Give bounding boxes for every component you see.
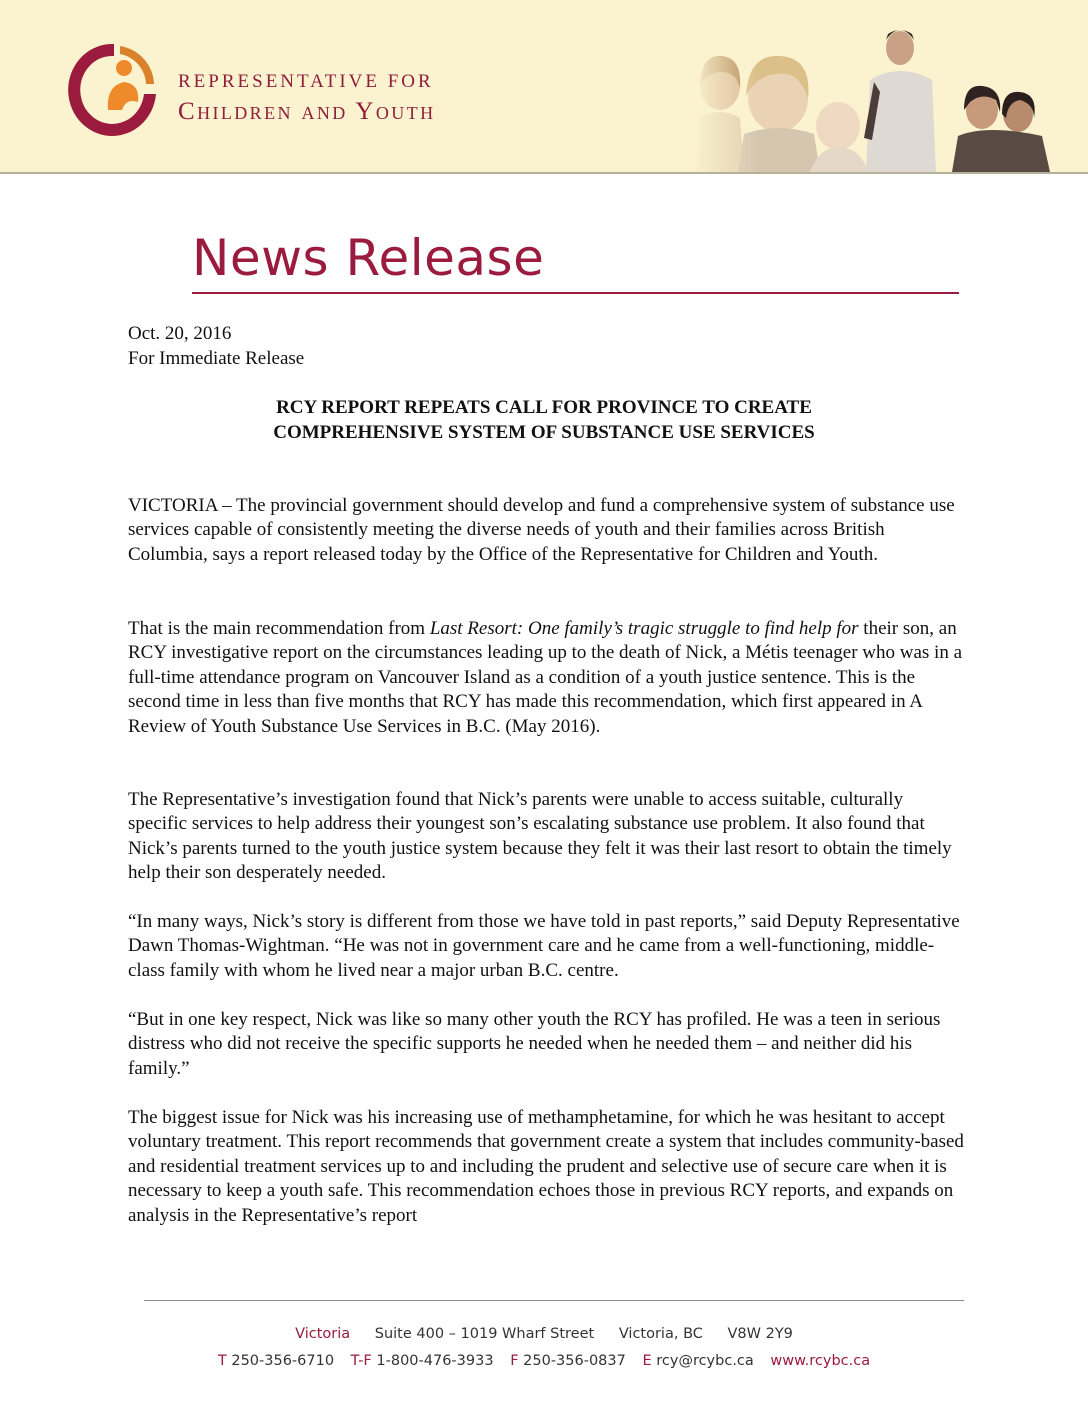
title-divider: [192, 292, 959, 294]
release-note: For Immediate Release: [128, 348, 305, 369]
release-date: Oct. 20, 2016: [128, 323, 232, 344]
headline: [128, 395, 960, 445]
footer-city: Victoria: [295, 1326, 351, 1342]
org-name-line2: Children and Youth: [178, 98, 436, 125]
letterhead: [0, 0, 1088, 174]
children-photo-collage: [690, 18, 1062, 172]
phone-value: 250-356-6710: [231, 1353, 335, 1369]
org-name-line1: REPRESENTATIVE FOR: [178, 71, 434, 92]
paragraph-4: “In many ways, Nick’s story is different from those we have told in past reports,” said Deputy Representative Dawn Thomas-Wightman. “He was not in government care and he came from a well-functioning, middle-class family with whom he lived near a major urban B.C. centre.: [128, 911, 960, 981]
tollfree-value: 1-800-476-3933: [376, 1353, 494, 1369]
headline-line1: RCY REPORT REPEATS CALL FOR PROVINCE TO CREATE: [276, 397, 812, 418]
paragraph-3: The Representative’s investigation found that Nick’s parents were unable to access suitable, culturally specific services to help address their youngest son’s escalating substance use problem. It also found that Nick’s parents turned to the youth justice system because they felt it was their last resort to obtain the timely help their son desperately needed.: [128, 789, 952, 884]
footer-contacts: [0, 1353, 1088, 1369]
paragraph-5: “But in one key respect, Nick was like so many other youth the RCY has profiled. He was a teen in serious distress who did not receive the specific supports he needed when he needed them – and neither did his family.”: [128, 1009, 941, 1079]
news-release-title: News Release: [192, 229, 545, 287]
paragraph-2: [128, 617, 964, 739]
email-link[interactable]: rcy@rcybc.ca: [656, 1353, 754, 1369]
footer-city-prov: Victoria, BC: [618, 1326, 703, 1342]
paragraph-2-intro: That is the main recommendation from: [128, 618, 430, 639]
fax-label: F: [510, 1353, 519, 1369]
headline-line2: COMPREHENSIVE SYSTEM OF SUBSTANCE USE SERVICES: [273, 422, 815, 443]
footer-address: [0, 1326, 1088, 1342]
fax-value: 250-356-0837: [523, 1353, 626, 1369]
rcy-logo: [62, 38, 158, 140]
footer-postal: V8W 2Y9: [727, 1326, 793, 1342]
website-link[interactable]: www.rcybc.ca: [770, 1353, 871, 1369]
paragraph-2-body: their son, an RCY investigative report on the circumstances leading up to the death of Nick, a Métis teenager who was in a full-time attendance program on Vancouver Island as a condition of a youth justice sentence. This is the second time in less than five months that RCY has made this recommendation, which first appeared in A Review of Youth Substance Use Services in B.C. (May 2016).: [128, 618, 962, 737]
release-info: [128, 321, 304, 371]
email-label: E: [642, 1353, 652, 1369]
report-title: Last Resort: One family’s tragic struggle to find help for: [429, 618, 859, 639]
paragraph-6: The biggest issue for Nick was his increasing use of methamphetamine, for which he was hesitant to accept voluntary treatment. This report recommends that government create a system that includes community-based and residential treatment services up to and including the prudent and selective use of secure care when it is necessary to keep a youth safe. This recommendation echoes those in previous RCY reports, and expands on analysis in the Representative’s report: [128, 1107, 964, 1226]
footer-divider: [144, 1300, 964, 1301]
footer-street: Suite 400 – 1019 Wharf Street: [374, 1326, 595, 1342]
paragraph-1: VICTORIA – The provincial government should develop and fund a comprehensive system of substance use services capable of consistently meeting the diverse needs of youth and their families across British Columbia, says a report released today by the Office of the Representative for Children and Youth.: [128, 495, 955, 565]
phone-label: T: [217, 1353, 227, 1369]
tollfree-label: T-F: [350, 1353, 372, 1369]
